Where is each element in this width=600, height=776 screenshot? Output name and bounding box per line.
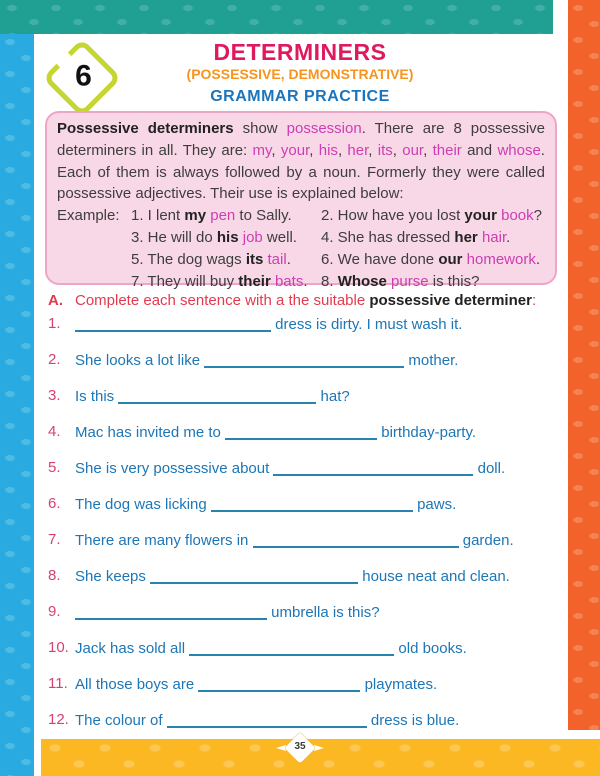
item-sentence: Jack has sold all old books. (75, 640, 467, 657)
item-sentence: All those boys are playmates. (75, 676, 438, 693)
blank-line (189, 639, 394, 656)
example-label (57, 271, 121, 293)
right-border-band (568, 0, 600, 730)
example-label: Example: (57, 207, 120, 225)
example-sentence: 5. The dog wags its tail. (131, 250, 291, 268)
example-sentence: 6. We have done our homework. (321, 250, 541, 268)
item-number: 1. (48, 315, 61, 332)
item-sentence: She is very possessive about doll. (75, 460, 506, 477)
blank-line (253, 531, 459, 548)
blank-line (118, 387, 316, 404)
exercise-item (48, 567, 568, 589)
blank-line (150, 567, 358, 584)
example-sentence: 4. She has dressed her hair. (321, 228, 511, 246)
item-sentence: dress is dirty. I must wash it. (75, 315, 568, 337)
example-sentence: 3. He will do his job well. (131, 228, 297, 246)
item-sentence: She keeps house neat and clean. (75, 568, 510, 585)
item-number: 11. (48, 675, 68, 692)
exercise-item (48, 495, 568, 517)
item-number: 4. (48, 423, 61, 440)
exercise-item (48, 423, 568, 445)
page-number-wing-right (314, 745, 324, 751)
example-sentences (57, 205, 545, 292)
item-number: 10. (48, 639, 69, 656)
example-sentence: 2. How have you lost your book? (321, 207, 542, 225)
blank-line (75, 603, 267, 620)
item-sentence: There are many flowers in garden. (75, 532, 514, 549)
blank-line (273, 459, 473, 476)
exercise-item (48, 603, 568, 625)
page-header (35, 40, 565, 108)
exercise-item (48, 639, 568, 661)
example-sentence: 8. Whose purse is this? (321, 272, 480, 290)
section-a-heading (48, 292, 560, 309)
blank-line (75, 315, 271, 332)
example-label (57, 249, 121, 271)
item-sentence: The dog was licking paws. (75, 496, 457, 513)
page-title: DETERMINERS (213, 39, 387, 65)
left-border-band (0, 34, 34, 776)
lesson-number: 6 (75, 59, 92, 93)
example-label (57, 227, 121, 249)
exercise-item (48, 315, 568, 337)
blank-line (204, 351, 404, 368)
item-number: 6. (48, 495, 61, 512)
exercise-item (48, 531, 568, 553)
item-sentence: The colour of dress is blue. (75, 712, 460, 729)
blank-line (211, 495, 413, 512)
practice-heading: GRAMMAR PRACTICE (210, 88, 390, 105)
item-number: 5. (48, 459, 61, 476)
exercise-item (48, 351, 568, 373)
exercise-list (48, 315, 568, 747)
top-border-band (0, 0, 553, 34)
blank-line (198, 675, 360, 692)
item-sentence: umbrella is this? (75, 603, 568, 625)
exercise-item (48, 387, 568, 409)
item-number: 12. (48, 711, 69, 728)
blank-line (167, 711, 367, 728)
example-sentence: 1. I lent my pen to Sally. (131, 207, 292, 225)
item-sentence: Is this hat? (75, 388, 350, 405)
exercise-item (48, 675, 568, 697)
item-number: 7. (48, 531, 61, 548)
item-number: 3. (48, 387, 61, 404)
item-sentence: She looks a lot like mother. (75, 352, 459, 369)
item-number: 9. (48, 603, 61, 620)
item-number: 2. (48, 351, 61, 368)
exercise-item (48, 711, 568, 733)
page-subtitle: (POSSESSIVE, DEMONSTRATIVE) (186, 66, 414, 82)
example-sentence: 7. They will buy their bats. (131, 272, 308, 290)
explanation-paragraph: Possessive determiners show possession. There are 8 possessive determiners in all. They are: my, your, his, her, its, our, their and whose. Each of them is always followed by a noun. Formerly they were called possessive adjectives. Their use is explained below: (57, 120, 545, 203)
page-number: 35 (294, 741, 306, 752)
explanation-box (45, 111, 557, 290)
exercise-item (48, 459, 568, 481)
blank-line (225, 423, 377, 440)
section-a-label: A. (48, 292, 63, 309)
section-a-instruction: Complete each sentence with a the suitable possessive determiner: (75, 292, 537, 309)
item-number: 8. (48, 567, 61, 584)
item-sentence: Mac has invited me to birthday-party. (75, 424, 477, 441)
